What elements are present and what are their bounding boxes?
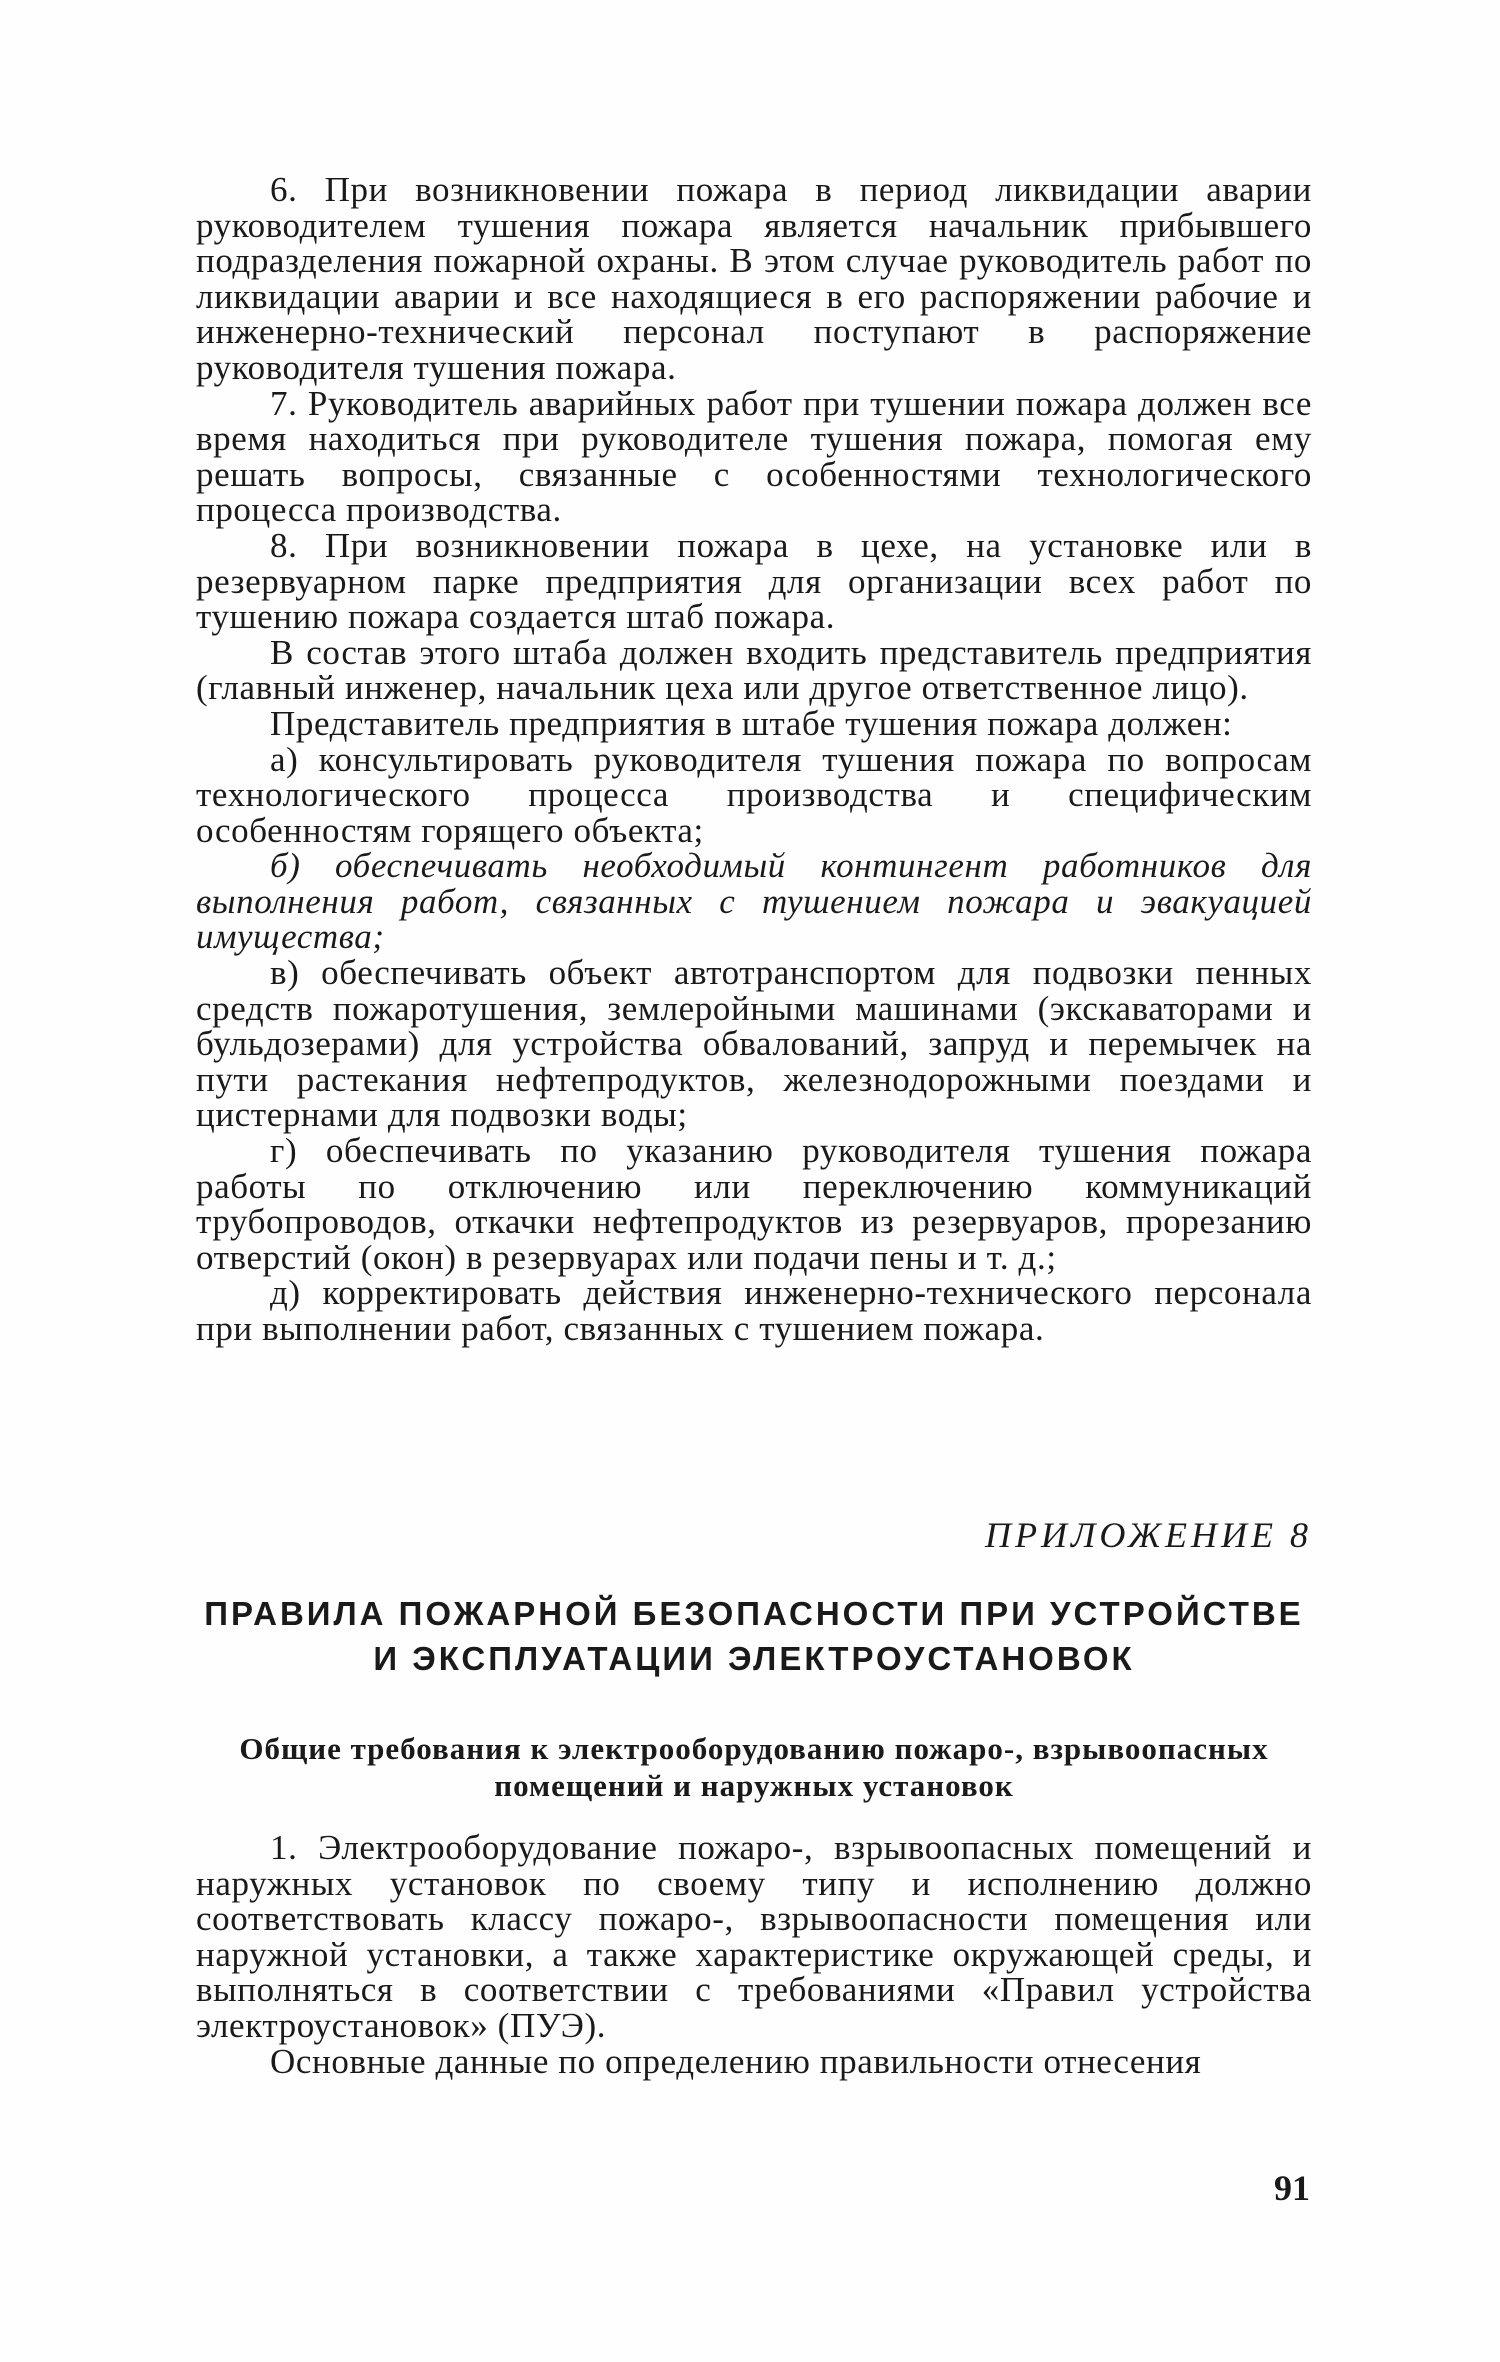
appendix-label: ПРИЛОЖЕНИЕ 8 bbox=[985, 1515, 1312, 1555]
paragraph-continued: Основные данные по определению правильности отнесения bbox=[270, 2041, 1202, 2081]
paragraph-8: 8. При возникновении пожара в цехе, на установке или в резервуарном парке предприятия для организации всех работ по тушению пожара создается штаб пожара. bbox=[196, 525, 1312, 637]
list-item-b: б) обеспечивать необходимый контингент работников для выполнения работ, связанных с тушением пожара и эвакуацией имущества; bbox=[196, 846, 1312, 957]
list-item-g: г) обеспечивать по указанию руководителя тушения пожара работы по отключению или переключению коммуникаций трубопроводов, откачки нефтепродуктов из резервуаров, прорезанию отверстий (окон) в резервуарах или подачи пены и т. д.; bbox=[196, 1131, 1312, 1277]
paragraph-6: 6. При возникновении пожара в период ликвидации аварии руководителем тушения пожара является начальник прибывшего подразделения пожарной охраны. В этом случае руководитель работ по ликвидации аварии и все находящиеся в его распоряжении рабочие и инженерно-технический персонал поступают в распоряжение руководителя тушения пожара. bbox=[196, 170, 1312, 387]
section-title: ПРАВИЛА ПОЖАРНОЙ БЕЗОПАСНОСТИ ПРИ УСТРОЙСТВЕ И ЭКСПЛУАТАЦИИ ЭЛЕКТРОУСТАНОВОК bbox=[204, 1595, 1304, 1677]
list-item-v: в) обеспечивать объект автотранспортом для подвозки пенных средств пожаротушения, землеройными машинами (экскаваторами и бульдозерами) для устройства обвалований, запруд и перемычек на пути растекания нефтепродуктов, железнодорожными поездами и цистернами для подвозки воды; bbox=[196, 953, 1312, 1135]
page-number: 91 bbox=[1274, 2168, 1310, 2208]
paragraph-1: 1. Электрооборудование пожаро-, взрывоопасных помещений и наружных установок по своему типу и исполнению должно соответствовать классу пожаро-, взрывоопасности помещения или наружной установки, а также характеристике окружающей среды, и выполняться в соответствии с требованиями «Правил устройства электроустановок» (ПУЭ). bbox=[196, 1828, 1312, 2045]
section-subtitle: Общие требования к электрооборудованию пожаро-, взрывоопасных помещений и наружных установок bbox=[239, 1731, 1269, 1803]
paragraph-staff: В состав этого штаба должен входить представитель предприятия (главный инженер, начальник цеха или другое ответственное лицо). bbox=[196, 632, 1312, 708]
body-text-bottom bbox=[196, 1830, 1312, 2079]
paragraph-7: 7. Руководитель аварийных работ при тушении пожара должен все время находиться при руководителе тушения пожара, помогая ему решать вопросы, связанные с особенностями технологического процесса производства. bbox=[196, 383, 1312, 530]
list-item-a: а) консультировать руководителя тушения пожара по вопросам технологического процесса производства и специфическим особенностям горящего объекта; bbox=[196, 739, 1312, 850]
paragraph-representative: Представитель предприятия в штабе тушения пожара должен: bbox=[270, 703, 1233, 743]
list-item-d: д) корректировать действия инженерно-технического персонала при выполнении работ, связанных с тушением пожара. bbox=[196, 1273, 1312, 1348]
body-text-top bbox=[196, 172, 1312, 1347]
